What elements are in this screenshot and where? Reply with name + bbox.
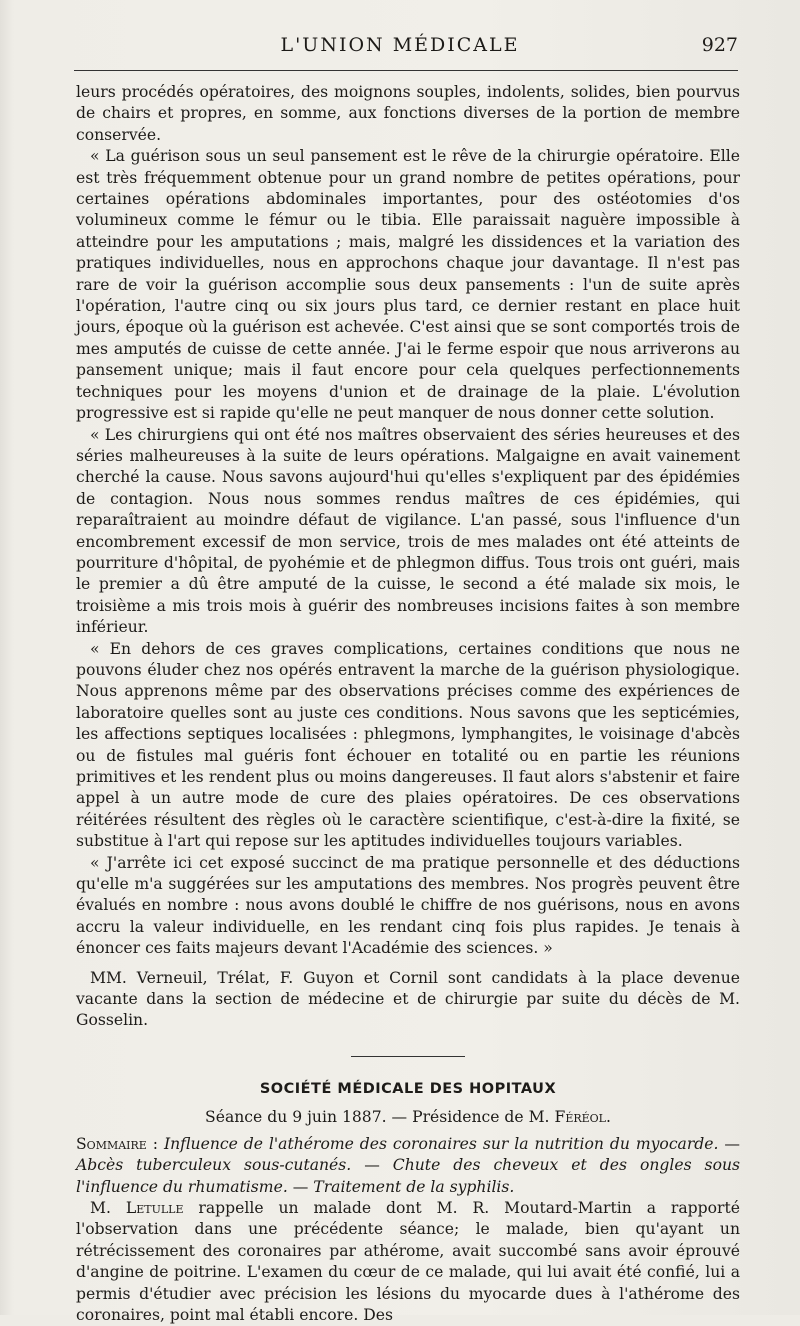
paragraph-letulle bbox=[76, 1198, 740, 1326]
summary-text bbox=[76, 1134, 740, 1198]
summary-topic-4: Traitement de la syphilis. bbox=[313, 1177, 515, 1196]
summary-label: Sommaire : bbox=[76, 1134, 159, 1153]
summary-topic-2: Abcès tuberculeux sous-cutanés. bbox=[76, 1156, 352, 1175]
page-number: 927 bbox=[701, 34, 738, 56]
summary-dash-3: — bbox=[287, 1177, 314, 1196]
paragraph-continuation: leurs procédés opératoires, des moignons souples, indolents, solides, bien pourvus de chairs et propres, en somme, aux fonctions diverses de la portion de membre conservée. bbox=[76, 83, 740, 144]
seance-text: Séance du 9 juin 1887. — Présidence de M. bbox=[205, 1108, 550, 1127]
summary-dash-2: — bbox=[351, 1156, 393, 1175]
section-separator bbox=[351, 1056, 465, 1057]
summary-topic-3: Chute des cheveux et des ongles sous l'influence du rhumatisme. bbox=[76, 1156, 740, 1196]
seance-end: . bbox=[605, 1108, 611, 1127]
header-rule bbox=[74, 70, 738, 71]
paragraph-candidates: MM. Verneuil, Trélat, F. Guyon et Cornil sont candidats à la place devenue vacante dans la section de médecine et de chirurgie par suite du décès de M. Gosselin. bbox=[76, 968, 740, 1030]
seance-line bbox=[76, 1107, 740, 1128]
president-name: Féréol bbox=[554, 1108, 606, 1127]
summary-dash-1: — bbox=[718, 1134, 740, 1153]
article-body bbox=[76, 82, 740, 1326]
letulle-text: rappelle un malade dont M. R. Moutard-Martin a rapporté l'observation dans une précédente séance; le malade, bien qu'ayant un rétrécissement des coronaires par athérome, avait succombé sans avoir éprouvé d'angine de poitrine. L'examen du cœur de ce malade, qui lui avait été confié, lui a permis d'étudier avec précision les lésions du myocarde dues à l'athérome des coronaires, point mal établi encore. Des bbox=[76, 1198, 740, 1324]
paragraph-conclusion: « J'arrête ici cet exposé succinct de ma pratique personnelle et des déductions qu'elle m'a suggérées sur les amputations des membres. Nos progrès peuvent être évalués en nombre : nous avons doublé le chiffre de nos guérisons, nous en avons accru la valeur individuelle, en les rendant cinq fois plus rapides. Je tenais à énoncer ces faits majeurs devant l'Académie des sciences. » bbox=[76, 853, 740, 958]
summary bbox=[76, 1134, 740, 1198]
paragraph-epidemics: « Les chirurgiens qui ont été nos maîtres observaient des séries heureuses et des séries malheureuses à la suite de leurs opérations. Malgaigne en avait vainement cherché la cause. Nous savons aujourd'hui qu'elles s'expliquent par des épidémies de contagion. Nous nous sommes rendus maîtres de ces épidémies, qui reparaîtraient au moindre défaut de vigilance. L'an passé, sous l'influence d'un encombrement excessif de mon service, trois de mes malades ont été atteints de pourriture d'hôpital, de pyohémie et de phlegmon diffus. Tous trois ont guéri, mais le premier a dû être amputé de la cuisse, le second a été malade six mois, le troisième a mis trois mois à guérir des nombreuses incisions faites à son membre inférieur. bbox=[76, 425, 740, 637]
paragraph-single-dressing: « La guérison sous un seul pansement est le rêve de la chirurgie opératoire. Elle est très fréquemment obtenue pour un grand nombre de petites opérations, pour certaines opérations abdominales importantes, pour des ostéotomies d'os volumineux comme le fémur ou le tibia. Elle paraissait naguère impossible à atteindre pour les amputations ; mais, malgré les dissidences et la variation des pratiques individuelles, nous en approchons chaque jour davantage. Il n'est pas rare de voir la guérison accomplie sous deux pansements : l'un de suite après l'opération, l'autre cinq ou six jours plus tard, ce dernier restant en place huit jours, époque où la guérison est achevée. C'est ainsi que se sont comportés trois de mes amputés de cuisse de cette année. J'ai le ferme espoir que nous arriverons au pansement unique; mais il faut encore pour cela quelques perfectionnements techniques pour les moyens d'union et de drainage de la plaie. L'évolution progressive est si rapide qu'elle ne peut manquer de nous donner cette solution. bbox=[76, 147, 740, 423]
page-header bbox=[0, 34, 800, 68]
section-title: SOCIÉTÉ MÉDICALE DES HOPITAUX bbox=[259, 1080, 557, 1097]
running-title: L'UNION MÉDICALE bbox=[280, 34, 520, 56]
speaker-name: M. Letulle bbox=[90, 1198, 184, 1217]
paragraph-complications: « En dehors de ces graves complications, certaines conditions que nous ne pouvons éluder chez nos opérés entravent la marche de la guérison physiologique. Nous apprenons même par des observations précises comme des expériences de laboratoire quelles sont au juste ces conditions. Nous savons que les septicémies, les affections septiques localisées : phlegmons, lymphangites, le voisinage d'abcès ou de fistules mal guéris font échouer en totalité ou en partie les réunions primitives et les rendent plus ou moins dangereuses. Il faut alors s'abstenir et faire appel à un autre mode de cure des plaies opératoires. De ces observations réitérées résultent des règles où le caractère scientifique, c'est-à-dire la fixité, se substitue à l'art qui repose sur les aptitudes individuelles toujours variables. bbox=[76, 639, 740, 851]
summary-topic-1: Influence de l'athérome des coronaires sur la nutrition du myocarde. bbox=[163, 1134, 719, 1153]
